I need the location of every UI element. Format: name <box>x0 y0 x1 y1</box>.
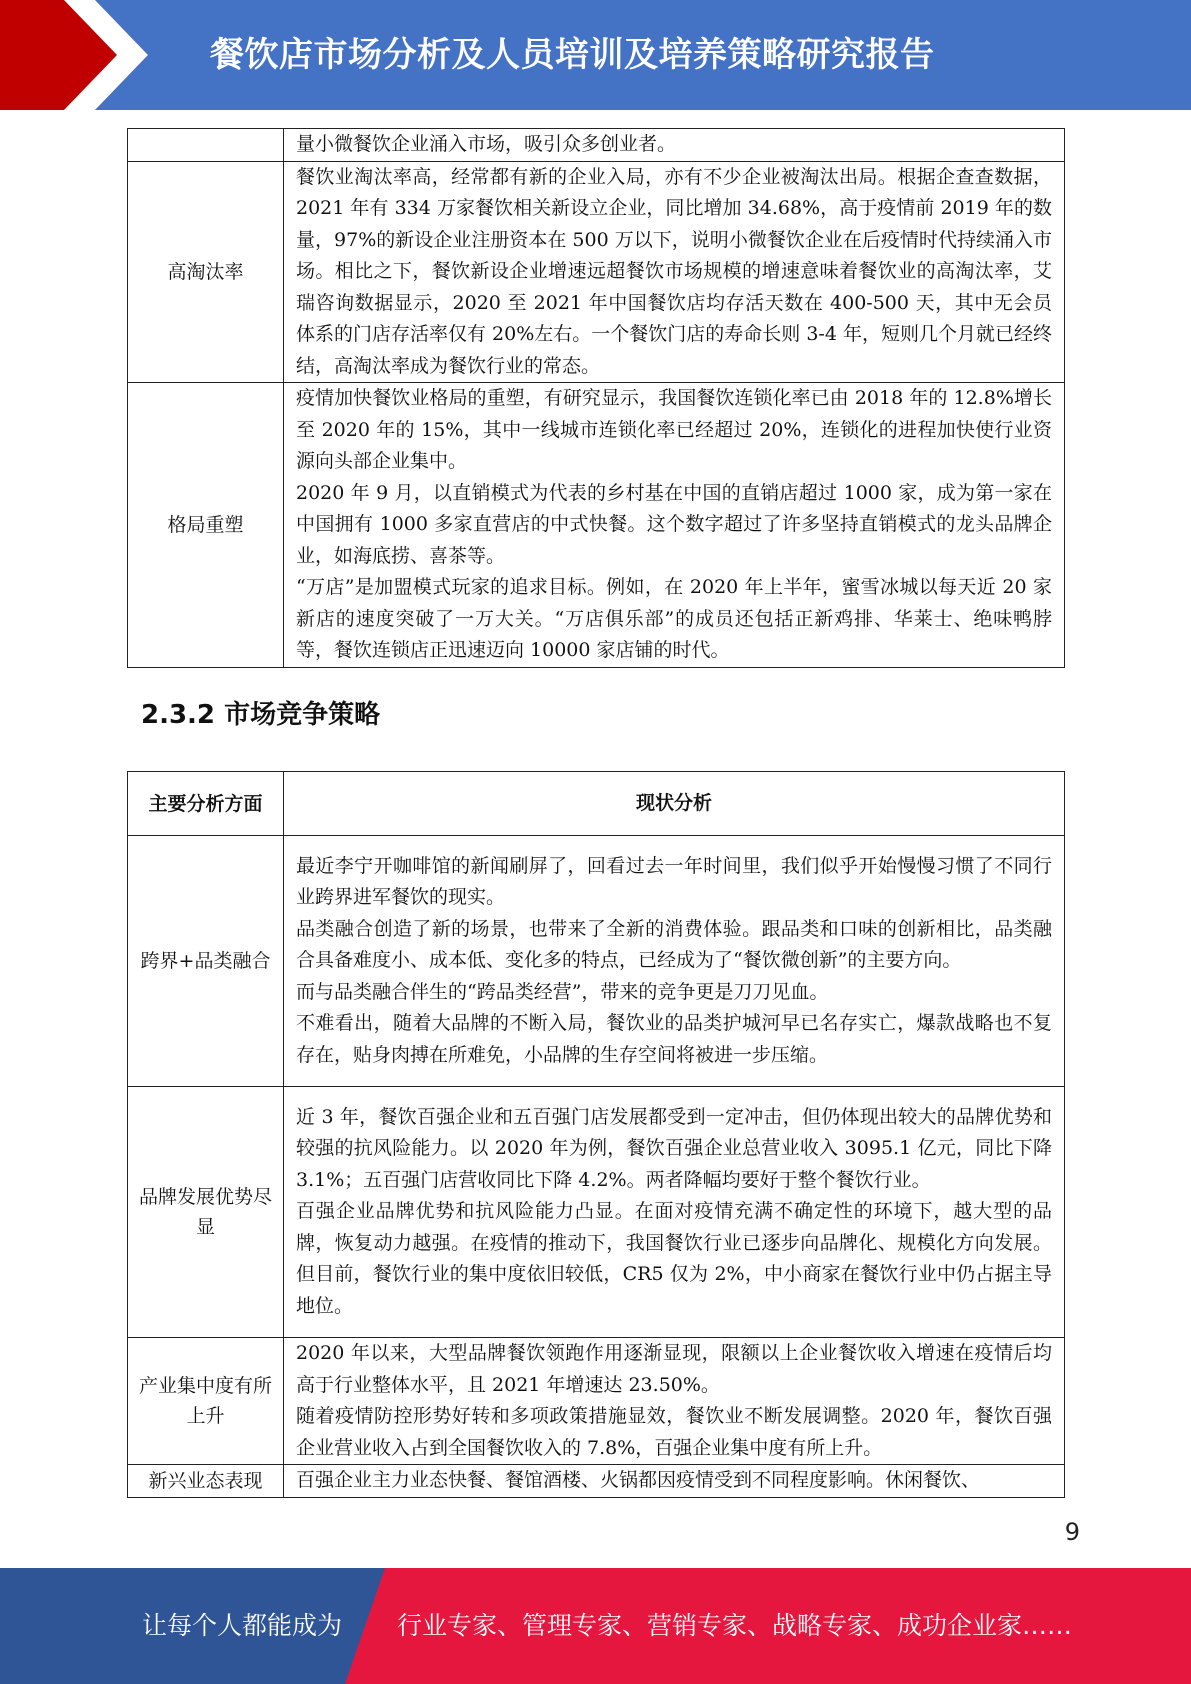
paragraph: 最近李宁开咖啡馆的新闻刷屏了，回看过去一年时间里，我们似乎开始慢慢习惯了不同行业跨界进军餐饮的现实。 <box>296 854 1052 909</box>
column-header: 现状分析 <box>284 772 1065 836</box>
document-title: 餐饮店市场分析及人员培训及培养策略研究报告 <box>210 35 935 75</box>
paragraph: 品类融合创造了新的场景，也带来了全新的消费体验。跟品类和口味的创新相比，品类融合具备难度小、成本低、变化多的特点，已经成为了“餐饮微创新”的主要方向。 <box>296 917 1052 972</box>
paragraph: 疫情加快餐饮业格局的重塑，有研究显示，我国餐饮连锁化率已由 2018 年的 12.8%增长至 2020 年的 15%，其中一线城市连锁化率已经超过 20%，连锁化的进程加快使行业资源向头部企业集中。 <box>296 387 1052 472</box>
paragraph: 随着疫情防控形势好转和多项政策措施显效，餐饮业不断发展调整。2020 年，餐饮百强企业营业收入占到全国餐饮收入的 7.8%，百强企业集中度有所上升。 <box>296 1405 1052 1459</box>
competition-strategy-table <box>127 771 1065 1498</box>
row-content <box>284 161 1065 383</box>
table-row <box>128 1465 1065 1498</box>
page-number: 9 <box>1064 1518 1080 1546</box>
row-content <box>284 1338 1065 1465</box>
table-row <box>128 383 1065 668</box>
paragraph: 百强企业主力业态快餐、餐馆酒楼、火锅都因疫情受到不同程度影响。休闲餐饮、 <box>296 1469 981 1491</box>
footer-slogan-right: 行业专家、管理专家、营销专家、战略专家、成功企业家…… <box>397 1611 1073 1640</box>
table-row <box>128 1338 1065 1465</box>
table-header-row <box>128 772 1065 836</box>
footer-slogan-left: 让每个人都能成为 <box>142 1611 343 1640</box>
row-label <box>128 129 284 162</box>
table-row <box>128 161 1065 383</box>
paragraph: 2020 年以来，大型品牌餐饮领跑作用逐渐显现，限额以上企业餐饮收入增速在疫情后均高于行业整体水平，且 2021 年增速达 23.50%。 <box>296 1342 1052 1396</box>
row-content <box>284 129 1065 162</box>
row-label: 格局重塑 <box>128 383 284 668</box>
paragraph: 近 3 年，餐饮百强企业和五百强门店发展都受到一定冲击，但仍体现出较大的品牌优势和较强的抗风险能力。以 2020 年为例，餐饮百强企业总营业收入 3095.1 亿元，同比下降 3.1%；五百强门店营收同比下降 4.2%。两者降幅均要好于整个餐饮行业。 <box>296 1105 1052 1191</box>
row-content <box>284 1087 1065 1338</box>
table-row <box>128 836 1065 1087</box>
row-content <box>284 836 1065 1087</box>
row-label: 新兴业态表现 <box>128 1465 284 1498</box>
row-label: 跨界+品类融合 <box>128 836 284 1087</box>
row-content <box>284 383 1065 668</box>
page-footer <box>0 1568 1191 1684</box>
table-row <box>128 129 1065 162</box>
market-feature-table <box>127 128 1065 668</box>
row-label: 品牌发展优势尽显 <box>128 1087 284 1338</box>
paragraph: 餐饮业淘汰率高，经常都有新的企业入局，亦有不少企业被淘汰出局。根据企查查数据，2021 年有 334 万家餐饮相关新设立企业，同比增加 34.68%，高于疫情前 2019 年的数量，97%的新设企业注册资本在 500 万以下，说明小微餐饮企业在后疫情时代持续涌入市场。相比之下，餐饮新设企业增速远超餐饮市场规模的增速意味着餐饮业的高淘汰率，艾瑞咨询数据显示，2020 至 2021 年中国餐饮店均存活天数在 400-500 天，其中无会员体系的门店存活率仅有 20%左右。一个餐饮门店的寿命长则 3-4 年，短则几个月就已经终结，高淘汰率成为餐饮行业的常态。 <box>296 165 1052 377</box>
paragraph: 不难看出，随着大品牌的不断入局，餐饮业的品类护城河早已名存实亡，爆款战略也不复存在，贴身肉搏在所难免，小品牌的生存空间将被进一步压缩。 <box>296 1012 1052 1066</box>
paragraph: 2020 年 9 月，以直销模式为代表的乡村基在中国的直销店超过 1000 家，成为第一家在中国拥有 1000 多家直营店的中式快餐。这个数字超过了许多坚持直销模式的龙头品牌企业，如海底捞、喜茶等。 <box>296 481 1052 567</box>
table-row <box>128 1087 1065 1338</box>
section-heading: 2.3.2 市场竞争策略 <box>141 700 381 730</box>
row-content <box>284 1465 1065 1498</box>
row-label: 高淘汰率 <box>128 161 284 383</box>
paragraph: 量小微餐饮企业涌入市场，吸引众多创业者。 <box>296 133 677 155</box>
paragraph: 而与品类融合伴生的“跨品类经营”，带来的竞争更是刀刀见血。 <box>296 980 829 1003</box>
paragraph: “万店”是加盟模式玩家的追求目标。例如，在 2020 年上半年，蜜雪冰城以每天近 20 家新店的速度突破了一万大关。“万店俱乐部”的成员还包括正新鸡排、华莱士、绝味鸭脖等，餐饮连锁店正迅速迈向 10000 家店铺的时代。 <box>296 576 1052 661</box>
column-header: 主要分析方面 <box>128 772 284 836</box>
row-label: 产业集中度有所上升 <box>128 1338 284 1465</box>
paragraph: 百强企业品牌优势和抗风险能力凸显。在面对疫情充满不确定性的环境下，越大型的品牌，恢复动力越强。在疫情的推动下，我国餐饮行业已逐步向品牌化、规模化方向发展。但目前，餐饮行业的集中度依旧较低，CR5 仅为 2%，中小商家在餐饮行业中仍占据主导地位。 <box>296 1200 1052 1317</box>
page-header <box>0 0 1191 110</box>
